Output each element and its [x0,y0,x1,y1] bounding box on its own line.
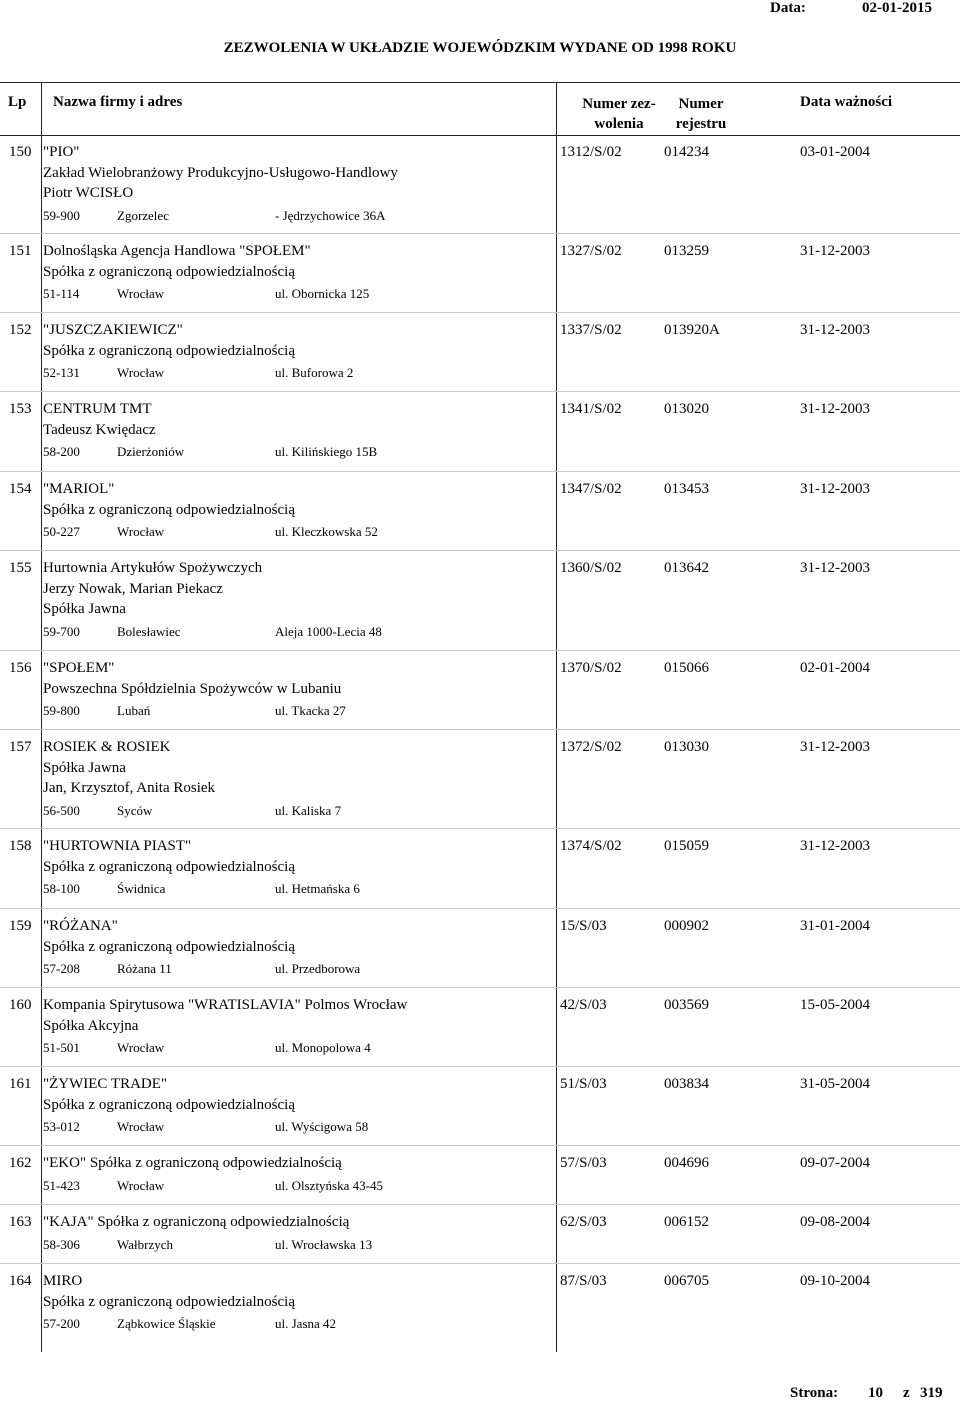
postal-code: 51-423 [43,1178,80,1193]
register-number: 015059 [664,838,709,854]
row-separator [0,729,960,730]
permit-number: 1341/S/02 [560,401,622,417]
permit-number: 1347/S/02 [560,481,622,497]
permit-number: 1327/S/02 [560,243,622,259]
register-number: 015066 [664,660,709,676]
register-number: 006705 [664,1273,709,1289]
company-line: "KAJA" Spółka z ograniczoną odpowiedzialnością [43,1214,350,1230]
total-pages: 319 [920,1385,943,1401]
street-address: ul. Buforowa 2 [275,365,354,380]
permit-number: 1370/S/02 [560,660,622,676]
page-number: 10 [868,1385,883,1401]
permit-number: 57/S/03 [560,1155,607,1171]
validity-date: 02-01-2004 [800,660,870,676]
register-number: 013020 [664,401,709,417]
city: Wałbrzych [117,1237,173,1252]
street-address: ul. Kleczkowska 52 [275,524,378,539]
postal-code: 58-100 [43,881,80,896]
permit-number: 1312/S/02 [560,144,622,160]
street-address: ul. Przedborowa [275,961,361,976]
company-line: "RÓŻANA" [43,918,118,934]
postal-code: 59-700 [43,624,80,639]
column-header-permit-line1: Numer zez- [582,96,656,112]
row-number: 152 [9,322,32,338]
company-line: Spółka z ograniczoną odpowiedzialnością [43,859,295,875]
row-number: 160 [9,997,32,1013]
column-header-permit [574,94,664,134]
company-line: Spółka z ograniczoną odpowiedzialnością [43,343,295,359]
city: Syców [117,803,153,818]
street-address: ul. Kaliska 7 [275,803,342,818]
validity-date: 31-05-2004 [800,1076,870,1092]
company-line: MIRO [43,1273,83,1289]
validity-date: 09-10-2004 [800,1273,870,1289]
postal-code: 52-131 [43,365,80,380]
city: Wrocław [117,286,165,301]
postal-code: 56-500 [43,803,80,818]
register-number: 006152 [664,1214,709,1230]
column-divider-right [556,82,557,1352]
register-number: 013030 [664,739,709,755]
validity-date: 09-07-2004 [800,1155,870,1171]
company-line: Dolnośląska Agencja Handlowa "SPOŁEM" [43,243,311,259]
company-line: Spółka Akcyjna [43,1018,139,1034]
permit-number: 1360/S/02 [560,560,622,576]
company-line: Spółka z ograniczoną odpowiedzialnością [43,939,295,955]
register-number: 000902 [664,918,709,934]
table-header [0,94,960,134]
city: Różana 11 [117,961,172,976]
city: Wrocław [117,1040,165,1055]
postal-code: 57-200 [43,1316,80,1331]
postal-code: 59-800 [43,703,80,718]
row-separator [0,312,960,313]
column-header-name: Nazwa firmy i adres [53,94,183,110]
report-date-label: Data: [770,0,806,16]
company-line: "JUSZCZAKIEWICZ" [43,322,183,338]
city: Wrocław [117,524,165,539]
company-line: Spółka z ograniczoną odpowiedzialnością [43,1294,295,1310]
postal-code: 50-227 [43,524,80,539]
row-separator [0,391,960,392]
city: Świdnica [117,881,166,896]
street-address: ul. Jasna 42 [275,1316,337,1331]
column-header-validity: Data ważności [800,94,893,110]
report-date-value: 02-01-2015 [862,0,932,16]
city: Lubań [117,703,151,718]
company-line: Jerzy Nowak, Marian Piekacz [43,581,223,597]
permit-number: 42/S/03 [560,997,607,1013]
validity-date: 31-12-2003 [800,838,870,854]
company-line: Jan, Krzysztof, Anita Rosiek [43,780,216,796]
validity-date: 31-12-2003 [800,481,870,497]
page-title: ZEZWOLENIA W UKŁADZIE WOJEWÓDZKIM WYDANE OD 1998 ROKU [223,40,737,56]
city: Wrocław [117,1119,165,1134]
company-line: Spółka z ograniczoną odpowiedzialnością [43,264,295,280]
row-number: 162 [9,1155,32,1171]
city: Wrocław [117,365,165,380]
validity-date: 03-01-2004 [800,144,870,160]
permit-number: 15/S/03 [560,918,607,934]
row-number: 164 [9,1273,32,1289]
register-number: 003834 [664,1076,709,1092]
company-line: Kompania Spirytusowa "WRATISLAVIA" Polmos Wrocław [43,997,408,1013]
row-separator [0,1066,960,1067]
column-divider-left [41,82,42,1352]
postal-code: 58-200 [43,444,80,459]
company-line: Spółka z ograniczoną odpowiedzialnością [43,502,295,518]
register-number: 013920A [664,322,720,338]
postal-code: 53-012 [43,1119,80,1134]
validity-date: 31-12-2003 [800,322,870,338]
city: Zgorzelec [117,208,169,223]
column-header-permit-line2: wolenia [594,116,644,132]
row-separator [0,550,960,551]
row-separator [0,1145,960,1146]
street-address: ul. Kilińskiego 15B [275,444,378,459]
company-line: Powszechna Spółdzielnia Spożywców w Lubaniu [43,681,342,697]
validity-date: 09-08-2004 [800,1214,870,1230]
row-separator [0,1263,960,1264]
column-header-lp: Lp [8,94,27,110]
header-top-rule [0,82,960,83]
city: Ząbkowice Śląskie [117,1316,216,1331]
row-separator [0,1204,960,1205]
register-number: 013453 [664,481,709,497]
register-number: 013259 [664,243,709,259]
column-header-register [666,94,736,134]
company-line: Spółka Jawna [43,760,126,776]
permit-number: 1374/S/02 [560,838,622,854]
column-header-register-line2: rejestru [675,116,727,132]
city: Wrocław [117,1178,165,1193]
row-number: 159 [9,918,32,934]
company-line: "ŻYWIEC TRADE" [43,1076,168,1092]
validity-date: 31-12-2003 [800,739,870,755]
company-line: "PIO" [43,144,80,160]
street-address: - Jędrzychowice 36A [275,208,386,223]
city: Bolesławiec [117,624,181,639]
row-number: 153 [9,401,32,417]
row-separator [0,650,960,651]
register-number: 004696 [664,1155,709,1171]
street-address: ul. Obornicka 125 [275,286,370,301]
permit-number: 1337/S/02 [560,322,622,338]
row-separator [0,828,960,829]
company-line: Hurtownia Artykułów Spożywczych [43,560,263,576]
row-number: 163 [9,1214,32,1230]
company-line: Piotr WCISŁO [43,185,134,201]
postal-code: 58-306 [43,1237,80,1252]
street-address: ul. Hetmańska 6 [275,881,360,896]
validity-date: 31-12-2003 [800,560,870,576]
company-line: Spółka Jawna [43,601,126,617]
company-line: CENTRUM TMT [43,401,152,417]
header-bottom-rule [0,135,960,136]
street-address: Aleja 1000-Lecia 48 [275,624,382,639]
company-line: Spółka z ograniczoną odpowiedzialnością [43,1097,295,1113]
register-number: 013642 [664,560,709,576]
row-number: 157 [9,739,32,755]
company-line: Zakład Wielobranżowy Produkcyjno-Usługowo-Handlowy [43,165,398,181]
postal-code: 51-501 [43,1040,80,1055]
register-number: 014234 [664,144,709,160]
company-line: "SPOŁEM" [43,660,115,676]
page-label: Strona: [790,1385,839,1401]
street-address: ul. Monopolowa 4 [275,1040,371,1055]
company-line: "MARIOL" [43,481,115,497]
row-number: 151 [9,243,32,259]
validity-date: 31-01-2004 [800,918,870,934]
row-separator [0,233,960,234]
register-number: 003569 [664,997,709,1013]
row-number: 155 [9,560,32,576]
company-line: "HURTOWNIA PIAST" [43,838,192,854]
permit-number: 87/S/03 [560,1273,607,1289]
street-address: ul. Tkacka 27 [275,703,346,718]
page-of-label: z [903,1385,910,1401]
street-address: ul. Olsztyńska 43-45 [275,1178,383,1193]
row-separator [0,987,960,988]
postal-code: 57-208 [43,961,80,976]
street-address: ul. Wyścigowa 58 [275,1119,369,1134]
company-line: ROSIEK & ROSIEK [43,739,171,755]
company-line: Tadeusz Kwiędacz [43,422,156,438]
row-number: 158 [9,838,32,854]
permit-number: 51/S/03 [560,1076,607,1092]
permit-number: 1372/S/02 [560,739,622,755]
row-number: 161 [9,1076,32,1092]
row-number: 150 [9,144,32,160]
postal-code: 59-900 [43,208,80,223]
validity-date: 31-12-2003 [800,243,870,259]
permit-number: 62/S/03 [560,1214,607,1230]
company-line: "EKO" Spółka z ograniczoną odpowiedzialnością [43,1155,342,1171]
column-header-register-line1: Numer [678,96,724,112]
row-separator [0,908,960,909]
row-separator [0,471,960,472]
row-number: 156 [9,660,32,676]
validity-date: 31-12-2003 [800,401,870,417]
row-number: 154 [9,481,32,497]
validity-date: 15-05-2004 [800,997,870,1013]
street-address: ul. Wrocławska 13 [275,1237,373,1252]
postal-code: 51-114 [43,286,80,301]
city: Dzierżoniów [117,444,185,459]
